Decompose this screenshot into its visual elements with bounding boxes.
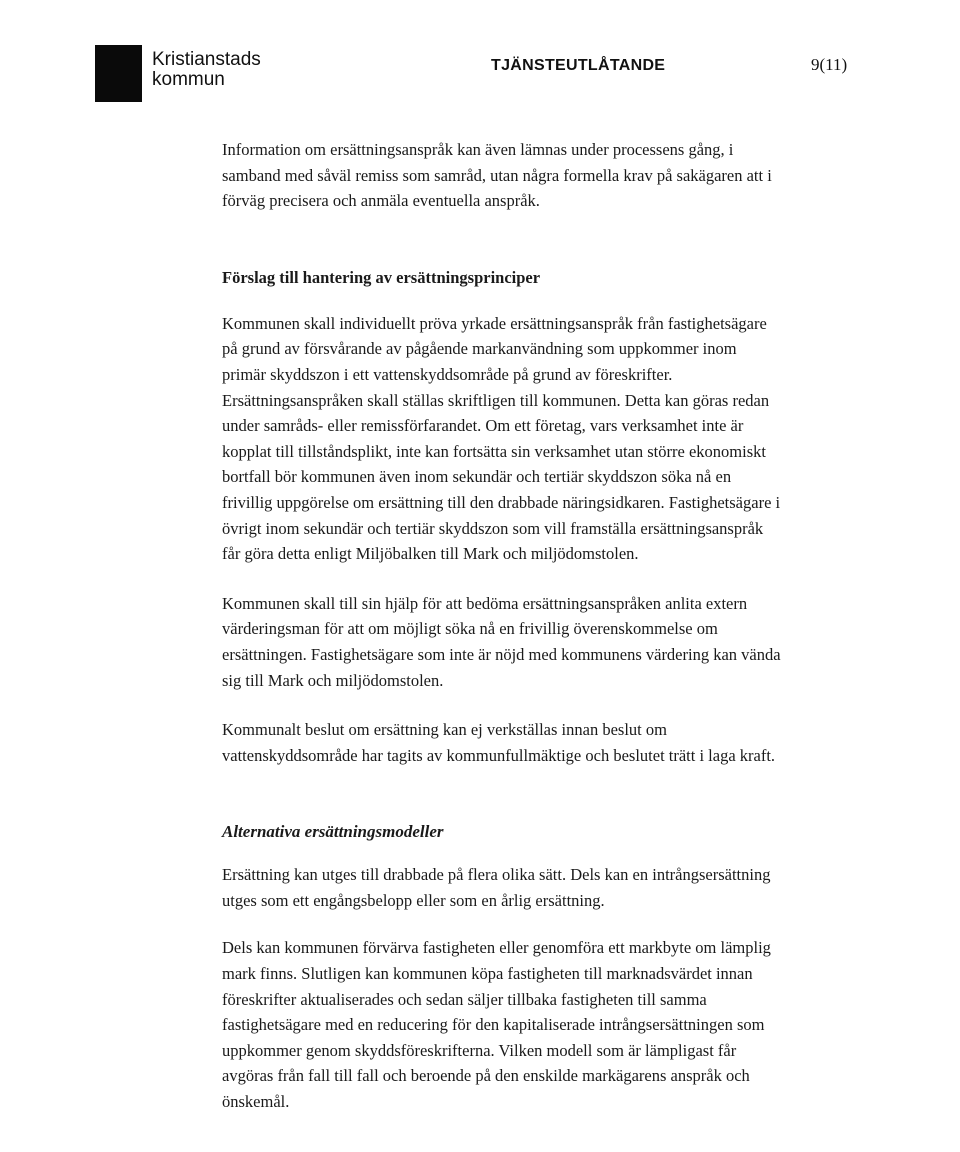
document-type: TJÄNSTEUTLÅTANDE bbox=[491, 57, 666, 74]
paragraph-5: Dels kan kommunen förvärva fastigheten eller genomföra ett markbyte om lämplig mark finns. Slutligen kan kommunen köpa fastigheten till marknadsvärdet innan föreskrifter aktualiserades och sedan säljer tillbaka fastigheten till samma fastighetsägare med en reducering för den kapitaliserade intrångsersättningen som uppkommer genom skyddsföreskrifterna. Vilken modell som är lämpligast får avgöras från fall till fall och beroende på den enskilde markägarens anspråk och önskemål. bbox=[222, 938, 771, 1112]
intro-paragraph: Information om ersättningsanspråk kan även lämnas under processens gång, i samband med såväl remiss som samråd, utan några formella krav på sakägaren att i förväg precisera och anmäla eventuella anspråk. bbox=[222, 140, 772, 211]
paragraph-1: Kommunen skall individuellt pröva yrkade ersättningsanspråk från fastighetsägare på grund av försvårande av pågående markanvändning som uppkommer inom primär skyddszon i ett vattenskyddsområde på grund av föreskrifter. Ersättningsanspråken skall ställas skriftligen till kommunen. Detta kan göras redan under samråds- eller remissförfarandet. Om ett företag, vars verksamhet inte är kopplat till tillståndsplikt, inte kan fortsätta sin verksamhet utan större ekonomiskt bortfall bör kommunen även inom sekundär och tertiär skyddszon söka nå en frivillig uppgörelse om ersättning till den drabbade näringsidkaren. Fastighetsägare i övrigt inom sekundär och tertiär skyddszon som vill framställa ersättningsanspråk får göra detta enligt Miljöbalken till Mark och miljödomstolen. bbox=[222, 313, 781, 564]
organization-name-line2: kommun bbox=[152, 69, 225, 90]
paragraph-3: Kommunalt beslut om ersättning kan ej verkställas innan beslut om vattenskyddsområde har tagits av kommunfullmäktige och beslutet trätt i laga kraft. bbox=[222, 720, 776, 765]
municipality-logo bbox=[95, 45, 142, 102]
organization-name bbox=[152, 50, 261, 90]
organization-name-line1: Kristianstads bbox=[152, 49, 261, 70]
section-subheading: Alternativa ersättningsmodeller bbox=[222, 822, 444, 842]
paragraph-4: Ersättning kan utges till drabbade på flera olika sätt. Dels kan en intrångsersättning utges som ett engångsbelopp eller som en årlig ersättning. bbox=[222, 865, 771, 910]
page-number: 9(11) bbox=[811, 55, 848, 74]
paragraph-2: Kommunen skall till sin hjälp för att bedöma ersättningsanspråken anlita extern värderingsman för att om möjligt söka nå en frivillig överenskommelse om ersättningen. Fastighetsägare som inte är nöjd med kommunens värdering kan vända sig till Mark och miljödomstolen. bbox=[222, 593, 781, 690]
document-body bbox=[222, 137, 782, 1115]
section-heading: Förslag till hantering av ersättningsprinciper bbox=[222, 267, 541, 287]
